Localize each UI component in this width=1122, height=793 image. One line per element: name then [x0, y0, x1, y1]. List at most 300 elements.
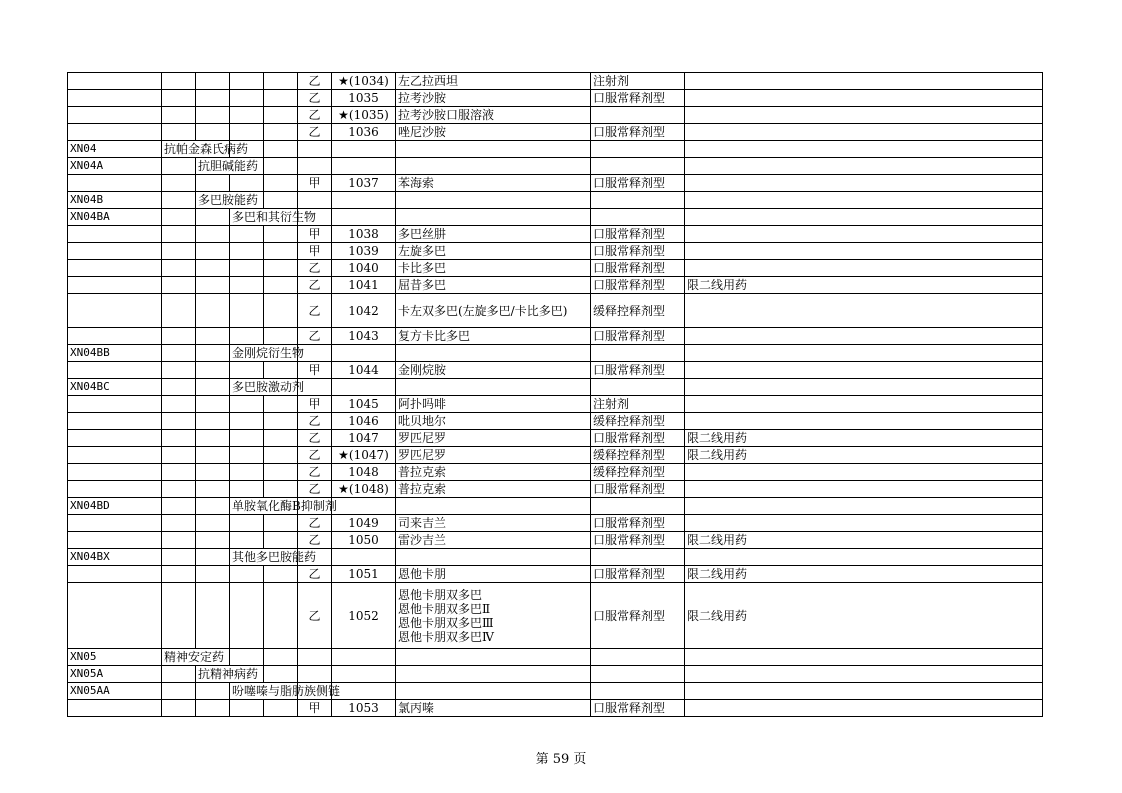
empty-cell	[685, 549, 1043, 566]
empty-cell	[196, 277, 230, 294]
empty-cell	[196, 700, 230, 717]
drug-row	[68, 277, 1043, 294]
empty-cell	[196, 175, 230, 192]
insurance-class-cell: 乙	[298, 294, 332, 328]
empty-cell	[685, 158, 1043, 175]
drug-number-cell: 1043	[332, 328, 396, 345]
empty-cell	[68, 583, 162, 649]
empty-cell	[264, 294, 298, 328]
empty-cell	[230, 430, 264, 447]
empty-cell	[196, 481, 230, 498]
empty-cell	[162, 549, 196, 566]
empty-cell	[162, 583, 196, 649]
empty-cell	[332, 549, 396, 566]
empty-cell	[685, 379, 1043, 396]
category-label-cell: 抗胆碱能药	[196, 158, 230, 175]
restriction-note-cell	[685, 464, 1043, 481]
empty-cell	[162, 683, 196, 700]
empty-cell	[264, 464, 298, 481]
empty-cell	[230, 73, 264, 90]
insurance-class-cell: 乙	[298, 566, 332, 583]
empty-cell	[68, 481, 162, 498]
drug-number-cell: 1038	[332, 226, 396, 243]
category-code-cell: XN05A	[68, 666, 162, 683]
empty-cell	[68, 532, 162, 549]
dosage-form-cell: 缓释控释剂型	[591, 413, 685, 430]
empty-cell	[591, 498, 685, 515]
empty-cell	[196, 90, 230, 107]
drug-number-cell: 1048	[332, 464, 396, 481]
drug-name-cell: 罗匹尼罗	[396, 447, 591, 464]
category-code-cell: XN04BA	[68, 209, 162, 226]
empty-cell	[68, 430, 162, 447]
empty-cell	[264, 175, 298, 192]
empty-cell	[230, 447, 264, 464]
restriction-note-cell	[685, 396, 1043, 413]
drug-name-line: 恩他卡朋双多巴Ⅳ	[398, 629, 494, 644]
drug-row	[68, 447, 1043, 464]
drug-number-cell: ★(1047)	[332, 447, 396, 464]
dosage-form-cell: 口服常释剂型	[591, 90, 685, 107]
restriction-note-cell	[685, 294, 1043, 328]
drug-name-cell: 司来吉兰	[396, 515, 591, 532]
empty-cell	[162, 345, 196, 362]
dosage-form-cell: 口服常释剂型	[591, 243, 685, 260]
empty-cell	[162, 464, 196, 481]
empty-cell	[68, 277, 162, 294]
drug-row	[68, 464, 1043, 481]
empty-cell	[230, 124, 264, 141]
insurance-class-cell: 乙	[298, 277, 332, 294]
empty-cell	[196, 413, 230, 430]
restriction-note-cell	[685, 90, 1043, 107]
empty-cell	[332, 345, 396, 362]
empty-cell	[591, 192, 685, 209]
empty-cell	[264, 243, 298, 260]
drug-name-cell: 复方卡比多巴	[396, 328, 591, 345]
empty-cell	[196, 566, 230, 583]
drug-number-cell: 1041	[332, 277, 396, 294]
empty-cell	[196, 294, 230, 328]
empty-cell	[685, 666, 1043, 683]
insurance-class-cell: 乙	[298, 328, 332, 345]
dosage-form-cell: 口服常释剂型	[591, 700, 685, 717]
category-row	[68, 666, 1043, 683]
empty-cell	[196, 345, 230, 362]
empty-cell	[298, 649, 332, 666]
drug-row	[68, 175, 1043, 192]
empty-cell	[264, 158, 298, 175]
dosage-form-cell: 口服常释剂型	[591, 277, 685, 294]
empty-cell	[332, 209, 396, 226]
category-row	[68, 549, 1043, 566]
empty-cell	[230, 294, 264, 328]
empty-cell	[685, 141, 1043, 158]
empty-cell	[264, 447, 298, 464]
drug-name-cell: 拉考沙胺	[396, 90, 591, 107]
empty-cell	[196, 73, 230, 90]
drug-row	[68, 260, 1043, 277]
empty-cell	[162, 396, 196, 413]
empty-cell	[196, 328, 230, 345]
restriction-note-cell	[685, 515, 1043, 532]
empty-cell	[264, 532, 298, 549]
drug-row	[68, 73, 1043, 90]
empty-cell	[196, 107, 230, 124]
empty-cell	[230, 700, 264, 717]
drug-row	[68, 90, 1043, 107]
dosage-form-cell: 缓释控释剂型	[591, 447, 685, 464]
restriction-note-cell	[685, 260, 1043, 277]
empty-cell	[230, 328, 264, 345]
empty-cell	[162, 447, 196, 464]
category-label-cell: 多巴胺激动剂	[230, 379, 264, 396]
drug-name-line: 恩他卡朋双多巴Ⅲ	[398, 615, 494, 630]
drug-name-cell: 多巴丝肼	[396, 226, 591, 243]
dosage-form-cell: 口服常释剂型	[591, 583, 685, 649]
empty-cell	[162, 192, 196, 209]
category-code-cell: XN04BX	[68, 549, 162, 566]
drug-name-cell: 拉考沙胺口服溶液	[396, 107, 591, 124]
empty-cell	[685, 345, 1043, 362]
empty-cell	[591, 141, 685, 158]
empty-cell	[264, 649, 298, 666]
category-label-cell: 单胺氧化酶B抑制剂	[230, 498, 264, 515]
empty-cell	[264, 666, 298, 683]
empty-cell	[396, 549, 591, 566]
drug-name-cell: 罗匹尼罗	[396, 430, 591, 447]
drug-row	[68, 413, 1043, 430]
empty-cell	[591, 379, 685, 396]
empty-cell	[264, 260, 298, 277]
category-code-cell: XN04A	[68, 158, 162, 175]
empty-cell	[396, 498, 591, 515]
category-row	[68, 683, 1043, 700]
empty-cell	[196, 396, 230, 413]
empty-cell	[162, 430, 196, 447]
restriction-note-cell	[685, 243, 1043, 260]
drug-name-cell: 吡贝地尔	[396, 413, 591, 430]
restriction-note-cell	[685, 107, 1043, 124]
drug-name-cell: 唑尼沙胺	[396, 124, 591, 141]
empty-cell	[332, 498, 396, 515]
drug-name-cell: 左旋多巴	[396, 243, 591, 260]
category-code-cell: XN04B	[68, 192, 162, 209]
restriction-note-cell	[685, 175, 1043, 192]
empty-cell	[196, 447, 230, 464]
empty-cell	[264, 396, 298, 413]
empty-cell	[591, 345, 685, 362]
empty-cell	[230, 515, 264, 532]
empty-cell	[264, 192, 298, 209]
category-label-cell: 其他多巴胺能药	[230, 549, 264, 566]
drug-number-cell: 1036	[332, 124, 396, 141]
restriction-note-cell	[685, 328, 1043, 345]
empty-cell	[264, 515, 298, 532]
empty-cell	[396, 666, 591, 683]
empty-cell	[298, 141, 332, 158]
empty-cell	[162, 226, 196, 243]
empty-cell	[685, 683, 1043, 700]
empty-cell	[298, 192, 332, 209]
category-code-cell: XN04	[68, 141, 162, 158]
dosage-form-cell: 注射剂	[591, 73, 685, 90]
insurance-class-cell: 乙	[298, 430, 332, 447]
empty-cell	[230, 566, 264, 583]
empty-cell	[68, 260, 162, 277]
category-row	[68, 209, 1043, 226]
drug-name-line: 恩他卡朋双多巴Ⅱ	[398, 601, 491, 616]
drug-row	[68, 328, 1043, 345]
empty-cell	[264, 73, 298, 90]
empty-cell	[68, 124, 162, 141]
empty-cell	[68, 464, 162, 481]
empty-cell	[230, 107, 264, 124]
restriction-note-cell: 限二线用药	[685, 277, 1043, 294]
empty-cell	[162, 175, 196, 192]
category-label-cell: 多巴胺能药	[196, 192, 230, 209]
empty-cell	[591, 209, 685, 226]
empty-cell	[332, 379, 396, 396]
empty-cell	[196, 260, 230, 277]
insurance-class-cell: 甲	[298, 700, 332, 717]
category-code-cell: XN04BB	[68, 345, 162, 362]
empty-cell	[68, 700, 162, 717]
empty-cell	[230, 362, 264, 379]
restriction-note-cell: 限二线用药	[685, 430, 1043, 447]
empty-cell	[68, 107, 162, 124]
drug-number-cell: 1051	[332, 566, 396, 583]
insurance-class-cell: 甲	[298, 243, 332, 260]
dosage-form-cell: 口服常释剂型	[591, 226, 685, 243]
empty-cell	[68, 566, 162, 583]
empty-cell	[230, 175, 264, 192]
drug-name-cell: 卡比多巴	[396, 260, 591, 277]
empty-cell	[264, 481, 298, 498]
empty-cell	[162, 379, 196, 396]
insurance-class-cell: 乙	[298, 260, 332, 277]
category-row	[68, 345, 1043, 362]
drug-row	[68, 481, 1043, 498]
empty-cell	[264, 90, 298, 107]
empty-cell	[396, 683, 591, 700]
empty-cell	[196, 515, 230, 532]
drug-row	[68, 226, 1043, 243]
empty-cell	[685, 192, 1043, 209]
restriction-note-cell: 限二线用药	[685, 447, 1043, 464]
restriction-note-cell: 限二线用药	[685, 583, 1043, 649]
drug-name-cell: 金刚烷胺	[396, 362, 591, 379]
empty-cell	[196, 430, 230, 447]
empty-cell	[162, 73, 196, 90]
drug-name-cell: 普拉克索	[396, 481, 591, 498]
category-row	[68, 498, 1043, 515]
drug-name-cell: 雷沙吉兰	[396, 532, 591, 549]
drug-number-cell: 1050	[332, 532, 396, 549]
empty-cell	[68, 396, 162, 413]
drug-number-cell: ★(1034)	[332, 73, 396, 90]
drug-row	[68, 430, 1043, 447]
drug-table	[67, 72, 1043, 717]
empty-cell	[685, 649, 1043, 666]
drug-number-cell: 1040	[332, 260, 396, 277]
drug-row	[68, 294, 1043, 328]
empty-cell	[162, 328, 196, 345]
empty-cell	[162, 209, 196, 226]
empty-cell	[298, 158, 332, 175]
insurance-class-cell: 甲	[298, 175, 332, 192]
empty-cell	[162, 294, 196, 328]
empty-cell	[396, 379, 591, 396]
empty-cell	[396, 158, 591, 175]
restriction-note-cell: 限二线用药	[685, 566, 1043, 583]
category-code-cell: XN05AA	[68, 683, 162, 700]
category-label-cell: 金刚烷衍生物	[230, 345, 264, 362]
empty-cell	[230, 243, 264, 260]
insurance-class-cell: 甲	[298, 396, 332, 413]
empty-cell	[264, 277, 298, 294]
drug-name-cell: 阿扑吗啡	[396, 396, 591, 413]
category-row	[68, 158, 1043, 175]
empty-cell	[591, 649, 685, 666]
empty-cell	[230, 481, 264, 498]
insurance-class-cell: 乙	[298, 413, 332, 430]
drug-row	[68, 532, 1043, 549]
drug-row	[68, 107, 1043, 124]
category-code-cell: XN05	[68, 649, 162, 666]
empty-cell	[162, 666, 196, 683]
empty-cell	[230, 260, 264, 277]
empty-cell	[68, 226, 162, 243]
empty-cell	[230, 396, 264, 413]
drug-row	[68, 124, 1043, 141]
empty-cell	[162, 124, 196, 141]
insurance-class-cell: 乙	[298, 464, 332, 481]
drug-name-cell: 屈昔多巴	[396, 277, 591, 294]
insurance-class-cell: 乙	[298, 107, 332, 124]
empty-cell	[396, 141, 591, 158]
drug-number-cell: ★(1035)	[332, 107, 396, 124]
drug-number-cell: 1045	[332, 396, 396, 413]
insurance-class-cell: 乙	[298, 532, 332, 549]
dosage-form-cell: 口服常释剂型	[591, 430, 685, 447]
category-row	[68, 192, 1043, 209]
insurance-class-cell: 乙	[298, 90, 332, 107]
insurance-class-cell: 乙	[298, 583, 332, 649]
empty-cell	[196, 498, 230, 515]
empty-cell	[298, 666, 332, 683]
empty-cell	[230, 226, 264, 243]
empty-cell	[230, 90, 264, 107]
restriction-note-cell	[685, 481, 1043, 498]
drug-number-cell: ★(1048)	[332, 481, 396, 498]
drug-number-cell: 1037	[332, 175, 396, 192]
empty-cell	[162, 700, 196, 717]
empty-cell	[68, 413, 162, 430]
drug-number-cell: 1046	[332, 413, 396, 430]
restriction-note-cell: 限二线用药	[685, 532, 1043, 549]
empty-cell	[162, 158, 196, 175]
empty-cell	[162, 277, 196, 294]
restriction-note-cell	[685, 700, 1043, 717]
drug-number-cell: 1039	[332, 243, 396, 260]
empty-cell	[162, 260, 196, 277]
empty-cell	[196, 209, 230, 226]
empty-cell	[332, 649, 396, 666]
empty-cell	[196, 464, 230, 481]
restriction-note-cell	[685, 124, 1043, 141]
drug-number-cell: 1052	[332, 583, 396, 649]
empty-cell	[230, 413, 264, 430]
empty-cell	[196, 379, 230, 396]
insurance-class-cell: 乙	[298, 515, 332, 532]
empty-cell	[196, 683, 230, 700]
empty-cell	[264, 107, 298, 124]
empty-cell	[685, 209, 1043, 226]
empty-cell	[230, 464, 264, 481]
drug-number-cell: 1042	[332, 294, 396, 328]
empty-cell	[264, 583, 298, 649]
empty-cell	[68, 447, 162, 464]
empty-cell	[332, 683, 396, 700]
drug-name-cell: 氯丙嗪	[396, 700, 591, 717]
empty-cell	[396, 209, 591, 226]
empty-cell	[162, 566, 196, 583]
empty-cell	[591, 549, 685, 566]
category-code-cell: XN04BC	[68, 379, 162, 396]
empty-cell	[591, 683, 685, 700]
dosage-form-cell: 口服常释剂型	[591, 328, 685, 345]
empty-cell	[196, 532, 230, 549]
drug-row	[68, 566, 1043, 583]
drug-row	[68, 396, 1043, 413]
empty-cell	[68, 362, 162, 379]
drug-name-cell: 恩他卡朋	[396, 566, 591, 583]
dosage-form-cell: 口服常释剂型	[591, 532, 685, 549]
empty-cell	[196, 124, 230, 141]
drug-name-cell: 左乙拉西坦	[396, 73, 591, 90]
drug-number-cell: 1044	[332, 362, 396, 379]
dosage-form-cell: 口服常释剂型	[591, 175, 685, 192]
empty-cell	[264, 566, 298, 583]
drug-row	[68, 362, 1043, 379]
empty-cell	[68, 90, 162, 107]
empty-cell	[591, 666, 685, 683]
empty-cell	[264, 141, 298, 158]
empty-cell	[396, 345, 591, 362]
empty-cell	[196, 243, 230, 260]
drug-number-cell: 1049	[332, 515, 396, 532]
drug-name-cell	[396, 583, 591, 649]
category-label-cell: 抗帕金森氏病药	[162, 141, 196, 158]
dosage-form-cell	[591, 107, 685, 124]
category-label-cell: 抗精神病药	[196, 666, 230, 683]
empty-cell	[68, 515, 162, 532]
category-label-cell: 吩噻嗪与脂肪族侧链	[230, 683, 264, 700]
category-row	[68, 141, 1043, 158]
drug-name-cell: 苯海索	[396, 175, 591, 192]
dosage-form-cell: 口服常释剂型	[591, 362, 685, 379]
empty-cell	[68, 294, 162, 328]
empty-cell	[264, 430, 298, 447]
empty-cell	[685, 498, 1043, 515]
drug-number-cell: 1035	[332, 90, 396, 107]
empty-cell	[162, 413, 196, 430]
empty-cell	[264, 413, 298, 430]
empty-cell	[196, 549, 230, 566]
empty-cell	[162, 90, 196, 107]
dosage-form-cell: 缓释控释剂型	[591, 464, 685, 481]
